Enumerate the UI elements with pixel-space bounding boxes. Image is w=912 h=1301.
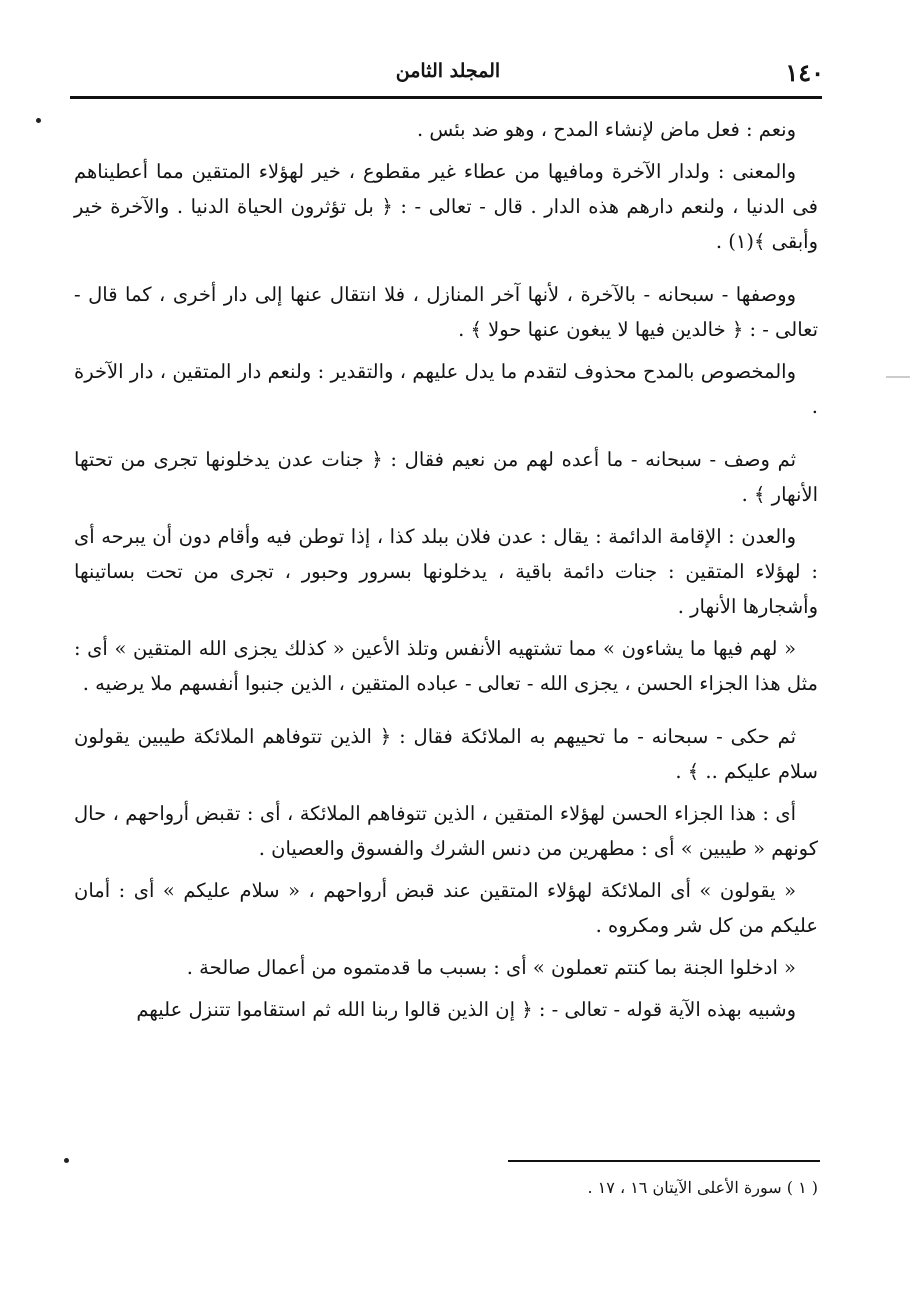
- paragraph: « ادخلوا الجنة بما كنتم تعملون » أى : بسبب ما قدمتموه من أعمال صالحة .: [186, 956, 796, 979]
- paragraph: « يقولون » أى الملائكة لهؤلاء المتقين عند قبض أرواحهم ، « سلام عليكم » أى : أمان عليكم من كل شر ومكروه .: [74, 879, 818, 937]
- paragraph: ثم وصف - سبحانه - ما أعده لهم من نعيم فقال : ﴿ جنات عدن يدخلونها تجرى من تحتها الأنهار ﴾ .: [74, 448, 818, 506]
- footnote: ( ١ ) سورة الأعلى الآيتان ١٦ ، ١٧ .: [587, 1178, 818, 1197]
- paragraph: « لهم فيها ما يشاءون » مما تشتهيه الأنفس وتلذ الأعين « كذلك يجزى الله المتقين » أى : مثل هذا الجزاء الحسن ، يجزى الله - تعالى - عباده المتقين ، الذين جنبوا أنفسهم ملا يرضيه .: [74, 637, 818, 695]
- paragraph: ثم حكى - سبحانه - ما تحييهم به الملائكة فقال : ﴿ الذين تتوفاهم الملائكة طيبين يقولون سلام عليكم .. ﴾ .: [74, 725, 818, 783]
- footnote-rule: [508, 1160, 820, 1162]
- paragraph: ونعم : فعل ماض لإنشاء المدح ، وهو ضد بئس .: [417, 118, 796, 141]
- volume-title: المجلد الثامن: [395, 60, 501, 82]
- body-text: [74, 112, 818, 1034]
- paragraph: والمخصوص بالمدح محذوف لتقدم ما يدل عليهم ، والتقدير : ولنعم دار المتقين ، دار الآخرة .: [74, 360, 818, 418]
- paragraph: والمعنى : ولدار الآخرة ومافيها من عطاء غير مقطوع ، خير لهؤلاء المتقين مما أعطيناهم فى الدنيا ، ولنعم دارهم هذه الدار . قال - تعالى - : ﴿ بل تؤثرون الحياة الدنيا . والآخرة خير وأبقى ﴾(١) .: [74, 160, 818, 253]
- header-rule: [70, 96, 822, 99]
- paragraph: أى : هذا الجزاء الحسن لهؤلاء المتقين ، الذين تتوفاهم الملائكة ، أى : تقبض أرواحهم ، حال كونهم « طيبين » أى : مطهرين من دنس الشرك والفسوق والعصيان .: [74, 802, 818, 860]
- paragraph: وشبيه بهذه الآية قوله - تعالى - : ﴿ إن الذين قالوا ربنا الله ثم استقاموا تتنزل عليهم: [136, 998, 796, 1021]
- paragraph: والعدن : الإقامة الدائمة : يقال : عدن فلان ببلد كذا ، إذا توطن فيه وأقام دون أن يبرحه أى : لهؤلاء المتقين : جنات دائمة باقية ، يدخلونها بسرور وحبور ، تجرى من تحت بساتينها وأشجارها الأنهار .: [74, 525, 818, 618]
- scan-mark: [886, 376, 910, 378]
- page-header: [72, 58, 824, 88]
- scan-speck: [64, 1158, 69, 1163]
- scan-speck: [36, 118, 41, 123]
- paragraph: ووصفها - سبحانه - بالآخرة ، لأنها آخر المنازل ، فلا انتقال عنها إلى دار أخرى ، كما قال - تعالى - : ﴿ خالدين فيها لا يبغون عنها حولا ﴾ .: [74, 283, 818, 341]
- page-number: ١٤٠: [785, 58, 824, 87]
